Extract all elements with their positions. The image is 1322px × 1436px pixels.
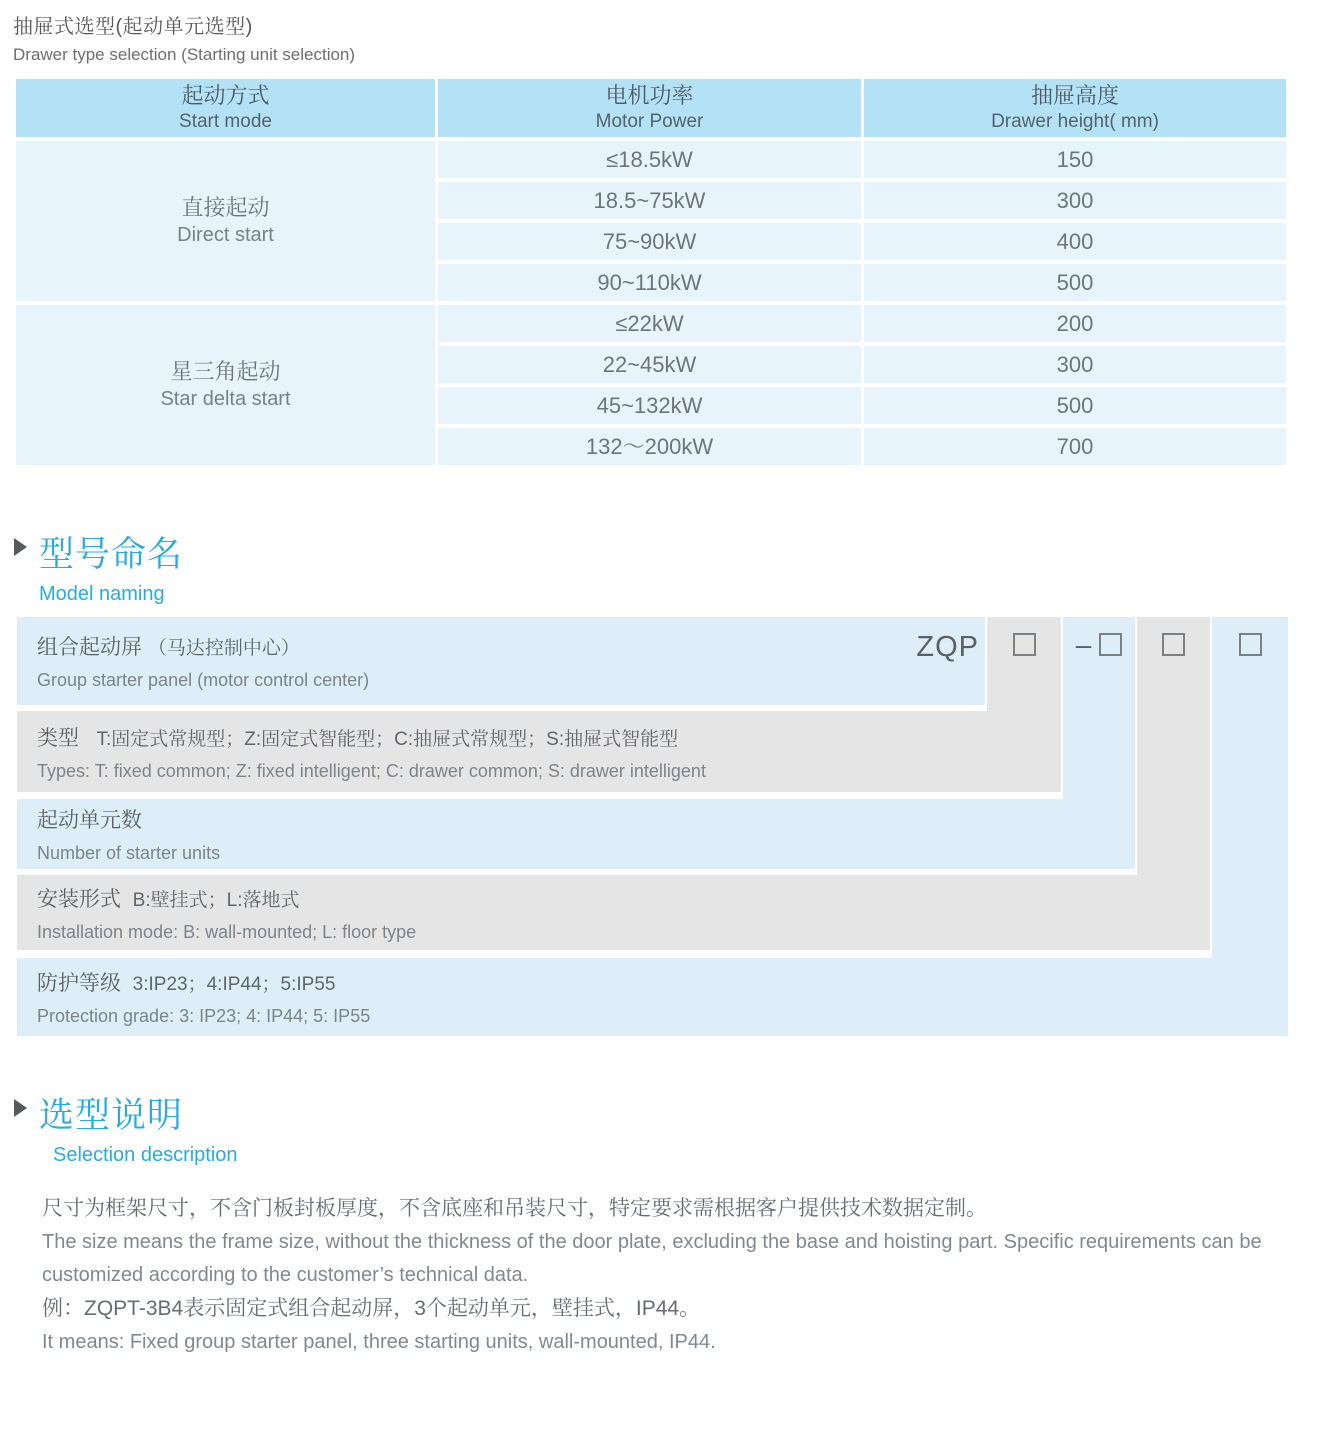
- naming-row-panel: [17, 617, 985, 705]
- naming-label-zh: 安装形式: [37, 887, 121, 911]
- drawer-selection-table: [16, 79, 1286, 465]
- model-naming-diagram: [17, 617, 1288, 1036]
- header-zh: 起动方式: [181, 83, 270, 109]
- mode-en: Star delta start: [160, 388, 291, 411]
- naming-detail-zh: 3:IP23；4:IP44；5:IP55: [132, 974, 336, 995]
- naming-label-zh: 起动单元数: [37, 809, 142, 832]
- mode-zh: 星三角起动: [170, 358, 281, 384]
- power-cell: ≤22kW: [438, 305, 861, 342]
- header-zh: 电机功率: [605, 83, 694, 109]
- power-cell: 45~132kW: [438, 387, 861, 424]
- power-cell: 132～200kW: [438, 428, 861, 465]
- naming-label-zh: 防护等级: [37, 972, 121, 995]
- height-cell: 300: [864, 182, 1286, 219]
- height-cell: 500: [864, 264, 1286, 301]
- column-header-drawer-height: [864, 79, 1286, 137]
- section-arrow-icon: [14, 538, 27, 556]
- example-line-en: It means: Fixed group starter panel, three starting units, wall-mounted, IP44.: [42, 1331, 716, 1353]
- naming-label-en: Number of starter units: [37, 843, 221, 863]
- naming-row-protection: [17, 958, 1288, 1036]
- naming-label-en: Types: T: fixed common; Z: fixed intelligent; C: drawer common; S: drawer intelligent: [37, 760, 706, 781]
- height-cell: 700: [864, 428, 1286, 465]
- power-cell: 18.5~75kW: [438, 182, 861, 219]
- height-cell: 400: [864, 223, 1286, 260]
- description-line-en: The size means the frame size, without the thickness of the door plate, excluding the base and hoisting part. Specific requirements can be customized according to the customer’s technical data.: [42, 1231, 1262, 1286]
- code-box-type: [1013, 633, 1036, 656]
- naming-row-installation: [17, 875, 1210, 950]
- header-en: Drawer height( mm): [991, 110, 1159, 132]
- document-title: [13, 10, 355, 65]
- naming-row-type: [17, 711, 1061, 792]
- height-cell: 300: [864, 346, 1286, 383]
- header-en: Start mode: [179, 110, 272, 132]
- section-heading-zh: 选型说明: [39, 1096, 184, 1135]
- code-separator: –: [1075, 629, 1092, 660]
- power-cell: ≤18.5kW: [438, 141, 861, 178]
- code-box-installation: [1162, 633, 1185, 656]
- naming-label-zh: 类型: [37, 726, 79, 750]
- document-title-en: Drawer type selection (Starting unit selection): [13, 45, 356, 64]
- selection-description-body: [42, 1192, 1292, 1359]
- naming-label-zh: 组合起动屏: [37, 636, 142, 659]
- height-cell: 200: [864, 305, 1286, 342]
- naming-label-en: Protection grade: 3: IP23; 4: IP44; 5: IP55: [37, 1006, 371, 1026]
- code-box-units: [1099, 633, 1122, 656]
- column-header-start-mode: [16, 79, 435, 137]
- section-heading-zh: 型号命名: [39, 535, 184, 574]
- section-arrow-icon: [14, 1099, 27, 1117]
- power-cell: 90~110kW: [438, 264, 861, 301]
- start-mode-cell-star-delta: [16, 305, 435, 465]
- mode-zh: 直接起动: [181, 194, 270, 220]
- height-cell: 500: [864, 387, 1286, 424]
- mode-en: Direct start: [177, 224, 274, 247]
- power-cell: 22~45kW: [438, 346, 861, 383]
- height-cell: 150: [864, 141, 1286, 178]
- section-heading-en: Model naming: [39, 583, 165, 605]
- naming-detail-zh: B:壁挂式；L:落地式: [132, 889, 300, 911]
- section-model-naming-heading: [14, 527, 183, 606]
- model-prefix: ZQP: [916, 631, 979, 663]
- example-line-zh: 例：ZQPT-3B4表示固定式组合起动屏，3个起动单元，壁挂式，IP44。: [42, 1297, 701, 1320]
- naming-row-units: [17, 799, 1135, 869]
- section-heading-en: Selection description: [53, 1144, 238, 1166]
- column-header-motor-power: [438, 79, 861, 137]
- code-box-protection: [1239, 633, 1262, 656]
- description-line-zh: 尺寸为框架尺寸，不含门板封板厚度，不含底座和吊装尺寸，特定要求需根据客户提供技术数据定制。: [42, 1197, 987, 1220]
- header-en: Motor Power: [595, 110, 704, 132]
- start-mode-cell-direct: [16, 141, 435, 301]
- header-zh: 抽屉高度: [1030, 83, 1119, 109]
- document-title-zh: 抽屉式选型(起动单元选型): [13, 16, 253, 38]
- naming-label-en: Installation mode: B: wall-mounted; L: floor type: [37, 921, 417, 942]
- naming-detail-zh: T:固定式常规型；Z:固定式智能型；C:抽屉式常规型；S:抽屉式智能型: [96, 728, 679, 750]
- naming-detail-zh: （马达控制中心）: [147, 638, 300, 659]
- section-selection-description-heading: [14, 1088, 238, 1167]
- naming-label-en: Group starter panel (motor control center): [37, 670, 370, 690]
- power-cell: 75~90kW: [438, 223, 861, 260]
